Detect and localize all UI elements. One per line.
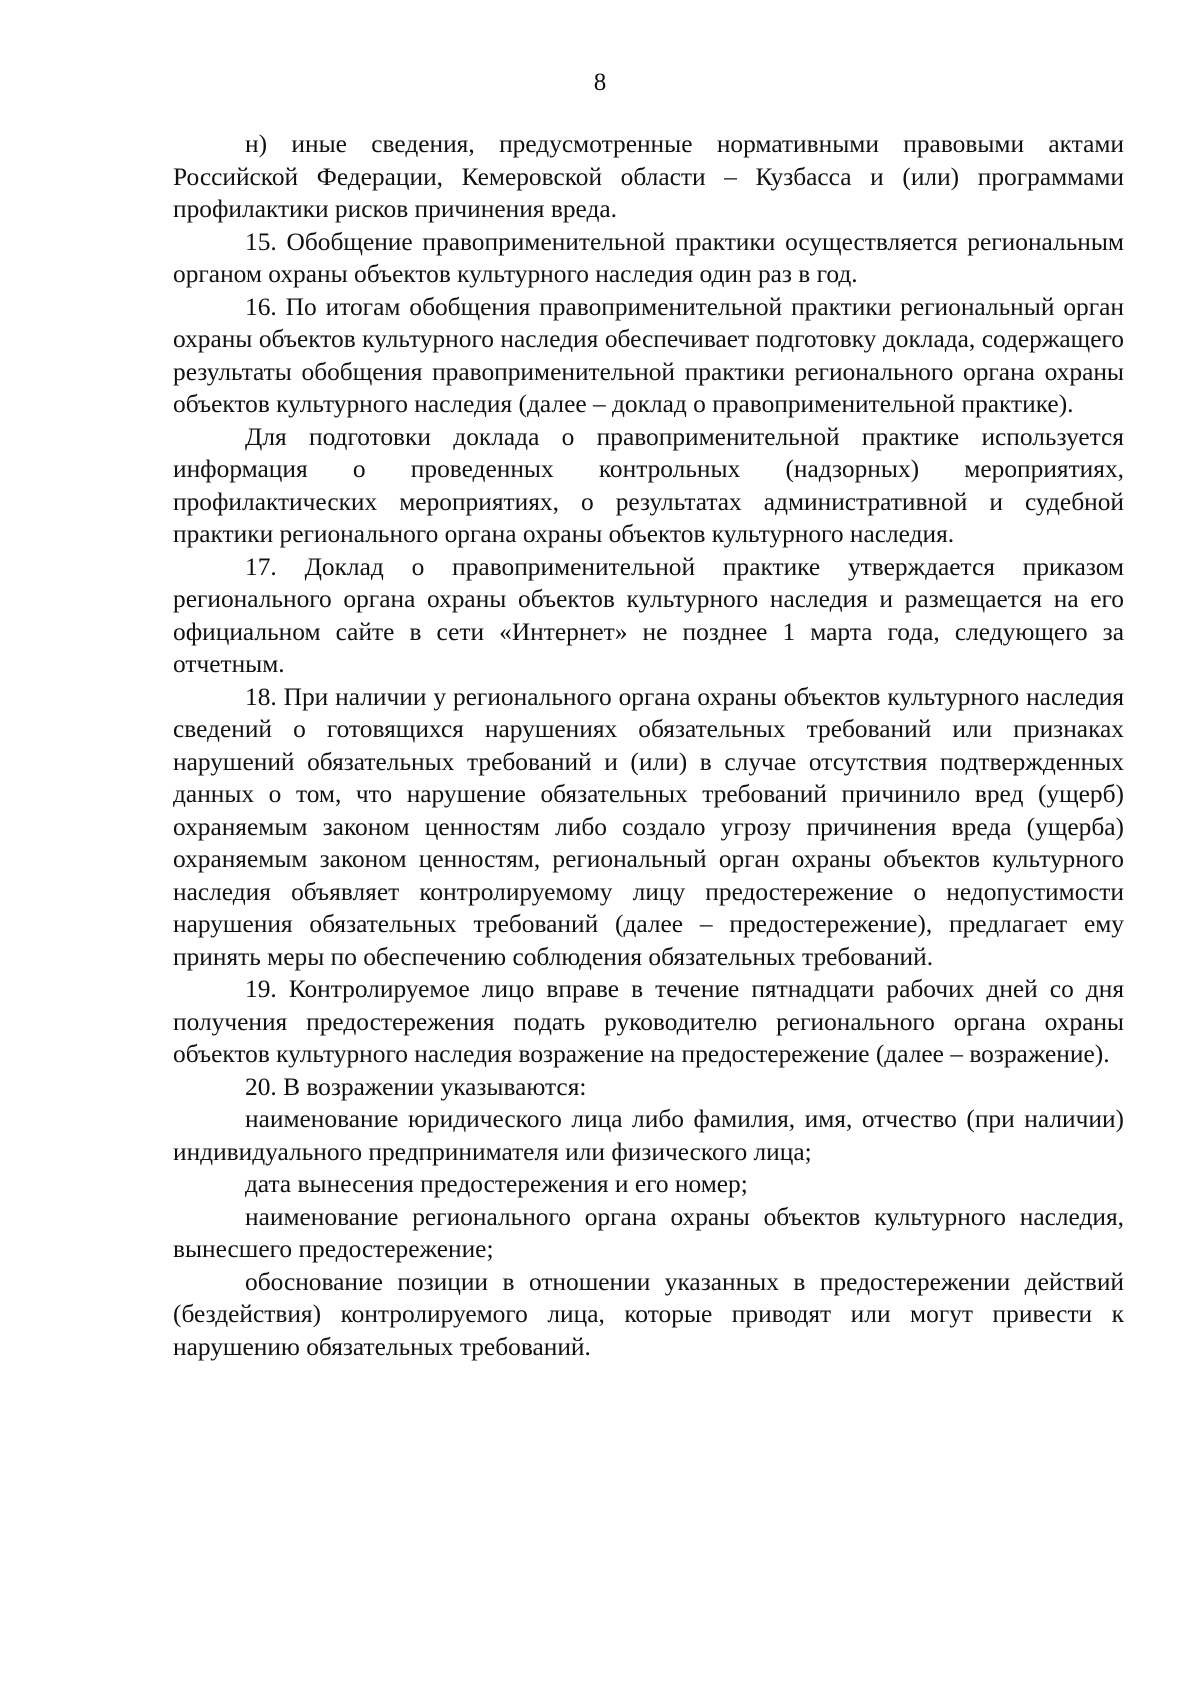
paragraph-20-item-authority: наименование регионального органа охраны объектов культурного наследия, вынесшего предостережение; bbox=[173, 1202, 1124, 1263]
paragraph-17: 17. Доклад о правоприменительной практике утверждается приказом регионального органа охраны объектов культурного наследия и размещается на его официальном сайте в сети «Интернет» не позднее 1 марта года, следующего за отчетным. bbox=[173, 552, 1124, 678]
paragraph-19: 19. Контролируемое лицо вправе в течение пятнадцати рабочих дней со дня получения предостережения подать руководителю регионального органа охраны объектов культурного наследия возражение на предостережение (далее – возражение). bbox=[173, 975, 1124, 1068]
document-body bbox=[173, 128, 1124, 1363]
paragraph-20-item-date: дата вынесения предостережения и его номер; bbox=[245, 1170, 748, 1198]
paragraph-15: 15. Обобщение правоприменительной практики осуществляется региональным органом охраны объектов культурного наследия один раз в год. bbox=[173, 227, 1124, 288]
paragraph-item-n: н) иные сведения, предусмотренные нормативными правовыми актами Российской Федерации, Кемеровской области – Кузбасса и (или) программами профилактики рисков причинения вреда. bbox=[173, 130, 1124, 223]
paragraph-20-item-justification: обоснование позиции в отношении указанных в предостережении действий (бездействия) контролируемого лица, которые приводят или могут привести к нарушению обязательных требований. bbox=[173, 1267, 1124, 1361]
paragraph-20: 20. В возражении указываются: bbox=[245, 1072, 587, 1101]
page-number: 8 bbox=[593, 69, 607, 96]
paragraph-18: 18. При наличии у регионального органа охраны объектов культурного наследия сведений о готовящихся нарушениях обязательных требований или признаках нарушений обязательных требований и (или) в случае отсутствия подтвержденных данных о том, что нарушение обязательных требований причинило вред (ущерб) охраняемым законом ценностям либо создало угрозу причинения вреда (ущерба) охраняемым законом ценностям, региональный орган охраны объектов культурного наследия объявляет контролируемому лицу предостережение о недопустимости нарушения обязательных требований (далее – предостережение), предлагает ему принять меры по обеспечению соблюдения обязательных требований. bbox=[173, 682, 1124, 971]
paragraph-16: 16. По итогам обобщения правоприменительной практики региональный орган охраны объектов культурного наследия обеспечивает подготовку доклада, содержащего результаты обобщения правоприменительной практики регионального органа охраны объектов культурного наследия (далее – доклад о правоприменительной практике). bbox=[173, 292, 1124, 418]
paragraph-20-item-name: наименование юридического лица либо фамилия, имя, отчество (при наличии) индивидуального предпринимателя или физического лица; bbox=[173, 1105, 1124, 1166]
paragraph-16-continued: Для подготовки доклада о правоприменительной практике используется информация о проведенных контрольных (надзорных) мероприятиях, профилактических мероприятиях, о результатах административной и судебной практики регионального органа охраны объектов культурного наследия. bbox=[173, 422, 1124, 548]
